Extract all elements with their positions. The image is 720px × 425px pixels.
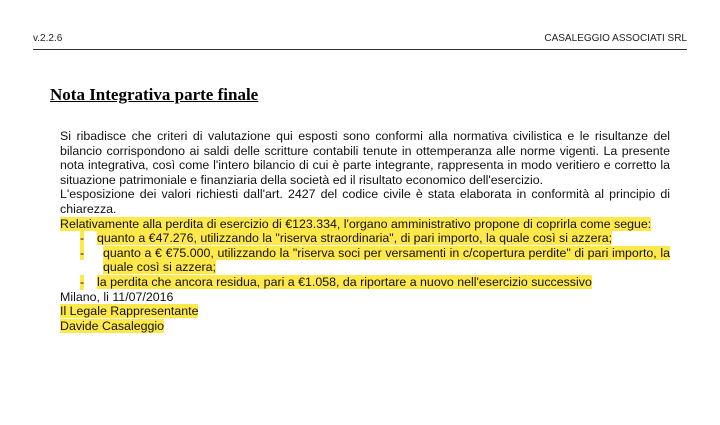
paragraph-art-2427: L'esposizione dei valori richiesti dall'art. 2427 del codice civile è stata elaborata in conformità al principio di chiarezza. [60, 187, 670, 216]
list-item-text-wrap [97, 275, 670, 290]
list-item-text: la perdita che ancora residua, pari a €1.058, da riportare a nuovo nell'esercizio successivo [97, 274, 592, 289]
list-item [60, 231, 670, 246]
loss-coverage-intro-paragraph [60, 217, 670, 232]
loss-coverage-intro: Relativamente alla perdita di esercizio di €123.334, l'organo amministrativo propone di coprirla come segue: [60, 216, 652, 231]
signature-name-line [60, 319, 670, 334]
header-divider [33, 49, 687, 50]
place-date: Milano, li 11/07/2016 [60, 289, 174, 304]
version-label: v.2.2.6 [33, 33, 63, 44]
list-item-text: quanto a €47.276, utilizzando la "riserva straordinaria", di pari importo, la quale così si azzera; [97, 231, 613, 246]
signature-role: Il Legale Rappresentante [60, 304, 199, 319]
company-name: CASALEGGIO ASSOCIATI SRL [544, 33, 687, 44]
page-title: Nota Integrativa parte finale [50, 85, 259, 104]
list-item-text-wrap [97, 231, 670, 246]
signature-role-line [60, 304, 670, 319]
signature-name: Davide Casaleggio [60, 318, 165, 333]
list-dash: - [80, 245, 85, 260]
list-dash: - [80, 274, 85, 289]
list-item-text-wrap [103, 246, 670, 275]
list-item [60, 275, 670, 290]
list-dash: - [80, 231, 85, 246]
paragraph-criteria: Si ribadisce che criteri di valutazione qui esposti sono conformi alla normativa civilistica e le risultanze del bilancio corrispondono ai saldi delle scritture contabili tenute in ottemperanza alle norme vigenti. La presente nota integrativa, così come l'intero bilancio di cui è parte integrante, rappresenta in modo veritiero e corretto la situazione patrimoniale e finanziaria della società ed il risultato economico dell'esercizio. [60, 129, 670, 187]
document-body [60, 129, 670, 333]
list-item [60, 246, 670, 275]
list-item-text: quanto a € €75.000, utilizzando la "riserva soci per versamenti in c/copertura perdite" di pari importo, la quale così si azzera; [103, 245, 670, 275]
coverage-list [60, 231, 670, 289]
